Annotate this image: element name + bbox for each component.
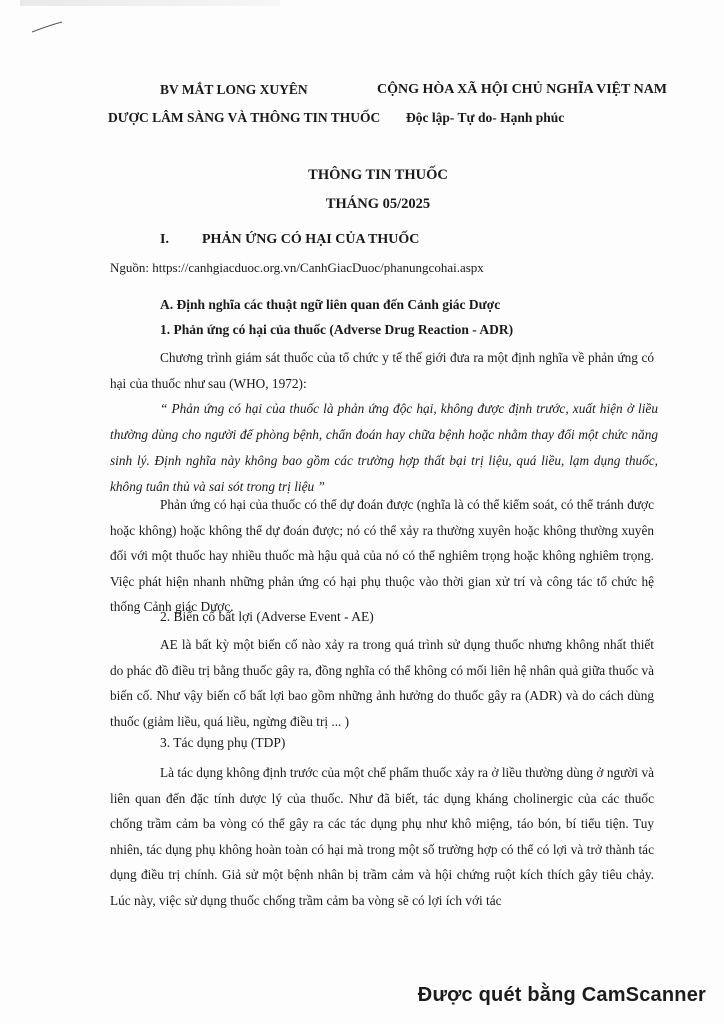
item3-heading: 3. Tác dụng phụ (TDP) — [160, 735, 286, 750]
quote-text: “ Phản ứng có hại của thuốc là phản ứng độc hại, không được định trước, xuất hiện ở liều thường dùng cho người để phòng bệnh, chẩn đoán hay chữa bệnh hoặc nhằm thay đổi một chức năng sinh lý. Định nghĩa này không bao gồm các trường hợp thất bại trị liệu, quá liều, lạm dụng thuốc, không tuân thủ và sai sót trong trị liệu ” — [110, 401, 658, 494]
section-number: I. — [160, 232, 169, 247]
national-title: CỘNG HÒA XÃ HỘI CHỦ NGHĨA VIỆT NAM — [377, 82, 668, 97]
scan-edge-shadow — [20, 0, 280, 6]
section-heading: PHẢN ỨNG CÓ HẠI CỦA THUỐC — [202, 232, 420, 247]
item2-body — [110, 632, 654, 734]
department-name: DƯỢC LÂM SÀNG VÀ THÔNG TIN THUỐC — [108, 110, 381, 125]
item1-body — [110, 492, 654, 620]
who-definition-quote — [110, 396, 658, 500]
subsection-heading: A. Định nghĩa các thuật ngữ liên quan đến Cảnh giác Dược — [160, 297, 501, 312]
item1-body-text: Phản ứng có hại của thuốc có thể dự đoán được (nghĩa là có thể kiểm soát, có thể tránh được hoặc không) hoặc không thể dự đoán được; nó có thể xảy ra thường xuyên hoặc không thường xuyên đối với một thuốc hay nhiều thuốc mà hậu quả của nó có thể nghiêm trọng hoặc không nghiêm trọng. Việc phát hiện nhanh những phản ứng có hại phụ thuộc vào thời gian xử trí và công tác tổ chức hệ thống Cảnh giác Dược. — [110, 497, 654, 614]
item3-body — [110, 760, 654, 913]
item1-intro-text: Chương trình giám sát thuốc của tổ chức y tế thế giới đưa ra một định nghĩa về phản ứng có hại của thuốc như sau (WHO, 1972): — [110, 350, 654, 391]
item1-intro — [110, 345, 654, 396]
source-line: Nguồn: https://canhgiacduoc.org.vn/CanhGiacDuoc/phanungcohai.aspx — [110, 260, 484, 275]
document-title: THÔNG TIN THUỐC — [308, 167, 448, 183]
hospital-name: BV MẮT LONG XUYÊN — [160, 82, 308, 97]
national-motto: Độc lập- Tự do- Hạnh phúc — [406, 110, 565, 125]
camscanner-watermark: Được quét bằng CamScanner — [417, 984, 706, 1006]
item3-body-text: Là tác dụng không định trước của một chế phẩm thuốc xảy ra ở liều thường dùng ở người và liên quan đến đặc tính dược lý của thuốc. Như đã biết, tác dụng kháng cholinergic của các thuốc chống trầm cảm ba vòng có thể gây ra các tác dụng phụ như khô miệng, táo bón, bí tiểu tiện. Tuy nhiên, tác dụng phụ không hoàn toàn có hại mà trong một số trường hợp có thể có lợi và trở thành tác dụng điều trị chính. Giả sử một bệnh nhân bị trầm cảm và hội chứng ruột kích thích gây tiêu chảy. Lúc này, việc sử dụng thuốc chống trầm cảm ba vòng sẽ có lợi ích với tác — [110, 765, 654, 908]
pen-mark — [30, 20, 64, 34]
item2-body-text: AE là bất kỳ một biến cố nào xảy ra trong quá trình sử dụng thuốc nhưng không nhất thiết do phác đồ điều trị bằng thuốc gây ra, đồng nghĩa có thể không có mối liên hệ nhân quả giữa thuốc và biến cố. Như vậy biến cố bất lợi bao gồm những ảnh hưởng do thuốc gây ra (ADR) và do cách dùng thuốc (giảm liều, quá liều, ngừng điều trị ... ) — [110, 637, 654, 729]
document-month: THÁNG 05/2025 — [325, 196, 431, 212]
item1-heading: 1. Phản ứng có hại của thuốc (Adverse Drug Reaction - ADR) — [160, 322, 514, 337]
item2-heading: 2. Biến cố bất lợi (Adverse Event - AE) — [160, 609, 374, 624]
